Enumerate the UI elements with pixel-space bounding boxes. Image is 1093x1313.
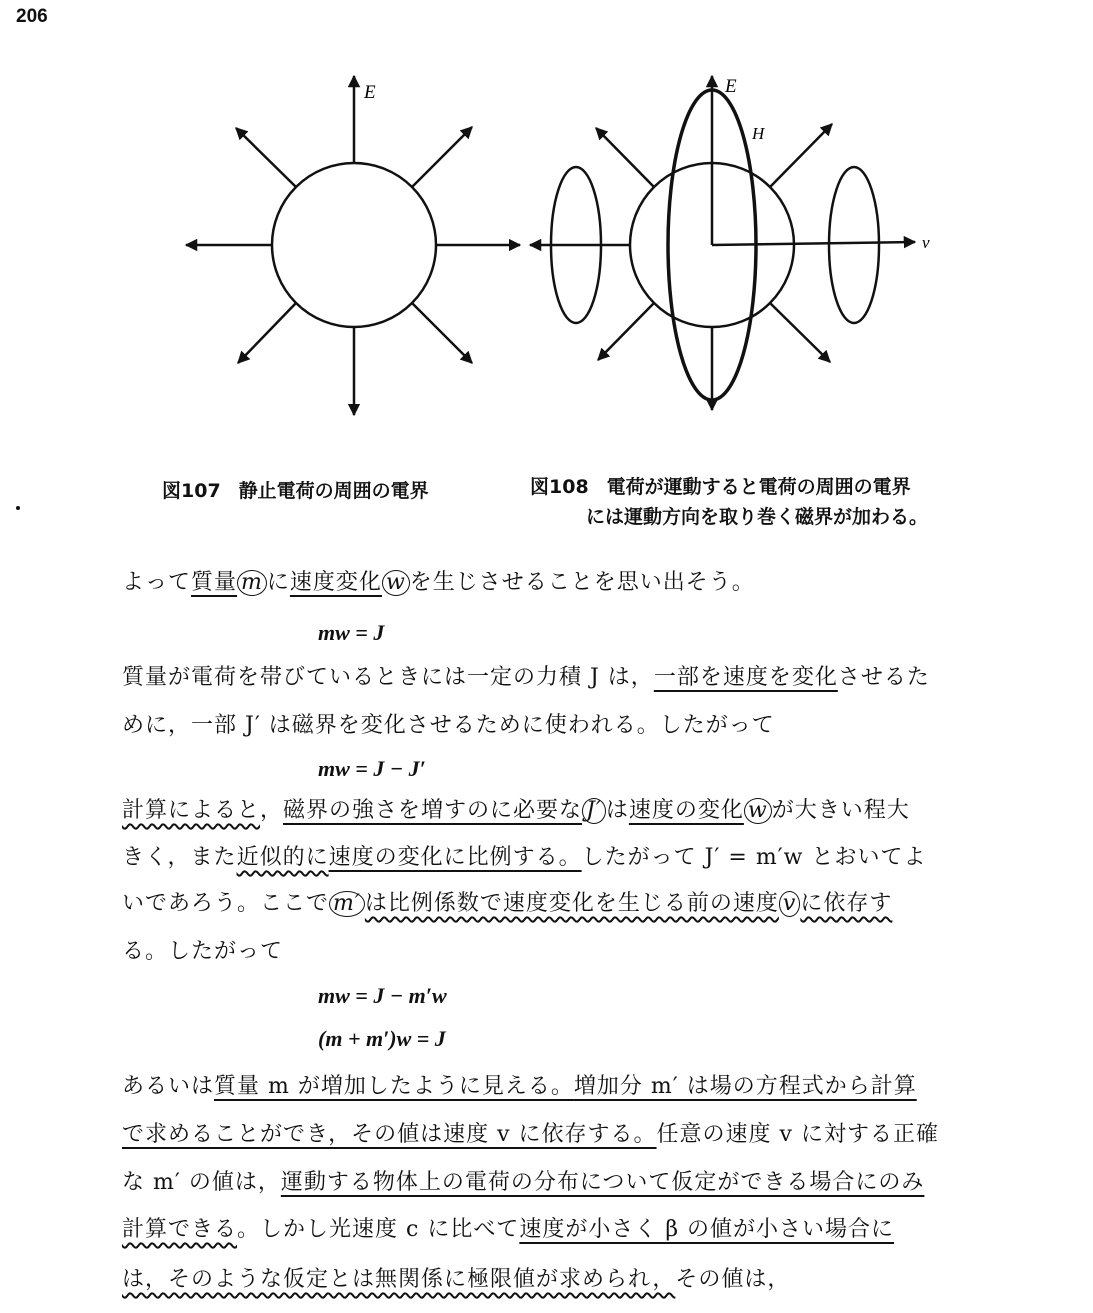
text-span: な m′ の値は， (122, 1170, 281, 1195)
text-line-10 (122, 1165, 924, 1196)
equation-3: mw = J − m′w (318, 983, 447, 1008)
underlined-phrase: 増加分 m′ は場の方程式から計算 (573, 1074, 917, 1099)
underlined-phrase: 運動する物体上の電荷の分布について仮定ができる場合にのみ (280, 1170, 925, 1195)
scan-speck (16, 506, 20, 510)
field-arrow-up-left (236, 128, 296, 187)
caption-number: 図107 (162, 480, 221, 502)
text-span: に (266, 570, 290, 595)
circled-w: w (744, 798, 772, 824)
label-e-fig107: E (364, 82, 376, 103)
text-span: 任意の速度 v に対する正確 (656, 1122, 939, 1147)
field-arrow-down-right (770, 303, 830, 362)
figure-107-static-charge (186, 76, 520, 415)
underlined-phrase: 速度の変化 (628, 798, 744, 823)
figure-108-moving-charge (530, 76, 930, 410)
equation-4: (m + m′)w = J (318, 1026, 446, 1051)
text-span: いであろう。ここで (122, 891, 330, 916)
text-span: したがって J′ = m′w とおいてよ (581, 845, 927, 870)
text-span: を生じさせることを思い出そう。 (409, 570, 755, 595)
caption-text-line2: には運動方向を取り巻く磁界が加わる。 (586, 506, 929, 528)
caption-text-line1: 電荷が運動すると電荷の周囲の電界 (606, 476, 911, 498)
label-h-fig108: H (752, 124, 765, 143)
equation-1: mw = J (318, 620, 385, 645)
wavy-underlined-phrase: は，そのような仮定とは無関係に極限値が求められ， (122, 1267, 676, 1292)
text-line-4 (122, 793, 910, 824)
underlined-phrase: で求めることができ，その値は速度 v に依存する。 (122, 1122, 657, 1147)
figure-107-caption (162, 476, 429, 503)
wavy-underlined-phrase: に依存す (800, 891, 893, 916)
field-arrow-up-right (770, 124, 832, 187)
text-span: ， (260, 798, 284, 823)
label-e-fig108: E (725, 76, 737, 97)
charge-sphere (272, 163, 436, 327)
wavy-underlined-phrase: は比例係数で速度変化を生じる前の速度 (364, 891, 779, 916)
label-v-fig108: v (922, 233, 930, 252)
underlined-phrase: 磁界の強さを増すのに必要な (283, 798, 583, 823)
wavy-underlined-phrase: 計算できる (122, 1217, 238, 1242)
text-line-7: る。したがって (122, 939, 284, 964)
field-arrow-down-left (238, 303, 296, 363)
text-span: その値は， (675, 1267, 791, 1292)
page-number: 206 (16, 6, 48, 27)
text-span: よって (122, 570, 192, 595)
text-line-3: めに，一部 J′ は磁界を変化させるために使われる。したがって (122, 713, 775, 738)
underlined-velocity-change: 速度変化 (289, 570, 382, 595)
field-arrow-up-right (412, 127, 472, 187)
circled-v: v (779, 891, 800, 917)
figure-108-caption (530, 472, 928, 532)
text-span: きく，また (122, 845, 237, 870)
circled-m-prime: m′ (329, 891, 365, 917)
field-arrow-up-left (596, 128, 654, 187)
text-line-1 (122, 565, 755, 596)
velocity-arrow (712, 242, 915, 245)
underlined-phrase: 質量 m が増加したように見える。 (214, 1074, 574, 1099)
underlined-phrase: 速度の変化に比例する。 (328, 845, 582, 870)
field-arrow-down-left (598, 303, 654, 360)
underlined-mass: 質量 (191, 570, 238, 595)
equation-2: mw = J − J′ (318, 756, 426, 781)
text-line-11 (122, 1212, 894, 1243)
text-line-5 (122, 840, 927, 871)
text-line-9 (122, 1117, 939, 1148)
field-arrow-down-right (412, 303, 472, 363)
text-span: が大きい程大 (771, 798, 910, 823)
text-span: させるた (837, 665, 930, 690)
text-span: 質量が電荷を帯びているときには一定の力積 J は， (122, 665, 654, 690)
magnetic-ring-right (829, 167, 879, 323)
underlined-phrase: 速度が小さく β の値が小さい場合に (519, 1217, 895, 1242)
wavy-underlined-phrase: 近似的に (236, 845, 329, 870)
text-line-8 (122, 1069, 917, 1100)
caption-number: 図108 (530, 476, 589, 498)
text-span: は (605, 798, 629, 823)
text-line-12 (122, 1262, 790, 1293)
circled-m: m (237, 570, 267, 596)
text-line-6 (122, 886, 892, 917)
circled-j-prime: J′ (582, 798, 606, 824)
text-line-2 (122, 660, 930, 691)
text-span: あるいは (122, 1074, 215, 1099)
circled-w: w (382, 570, 410, 596)
figure-diagrams (0, 0, 1093, 470)
caption-text: 静止電荷の周囲の電界 (238, 480, 429, 502)
underlined-phrase: 一部を速度を変化 (653, 665, 838, 690)
wavy-underlined-phrase: 計算によると (122, 798, 261, 823)
text-span: 。しかし光速度 c に比べて (237, 1217, 520, 1242)
